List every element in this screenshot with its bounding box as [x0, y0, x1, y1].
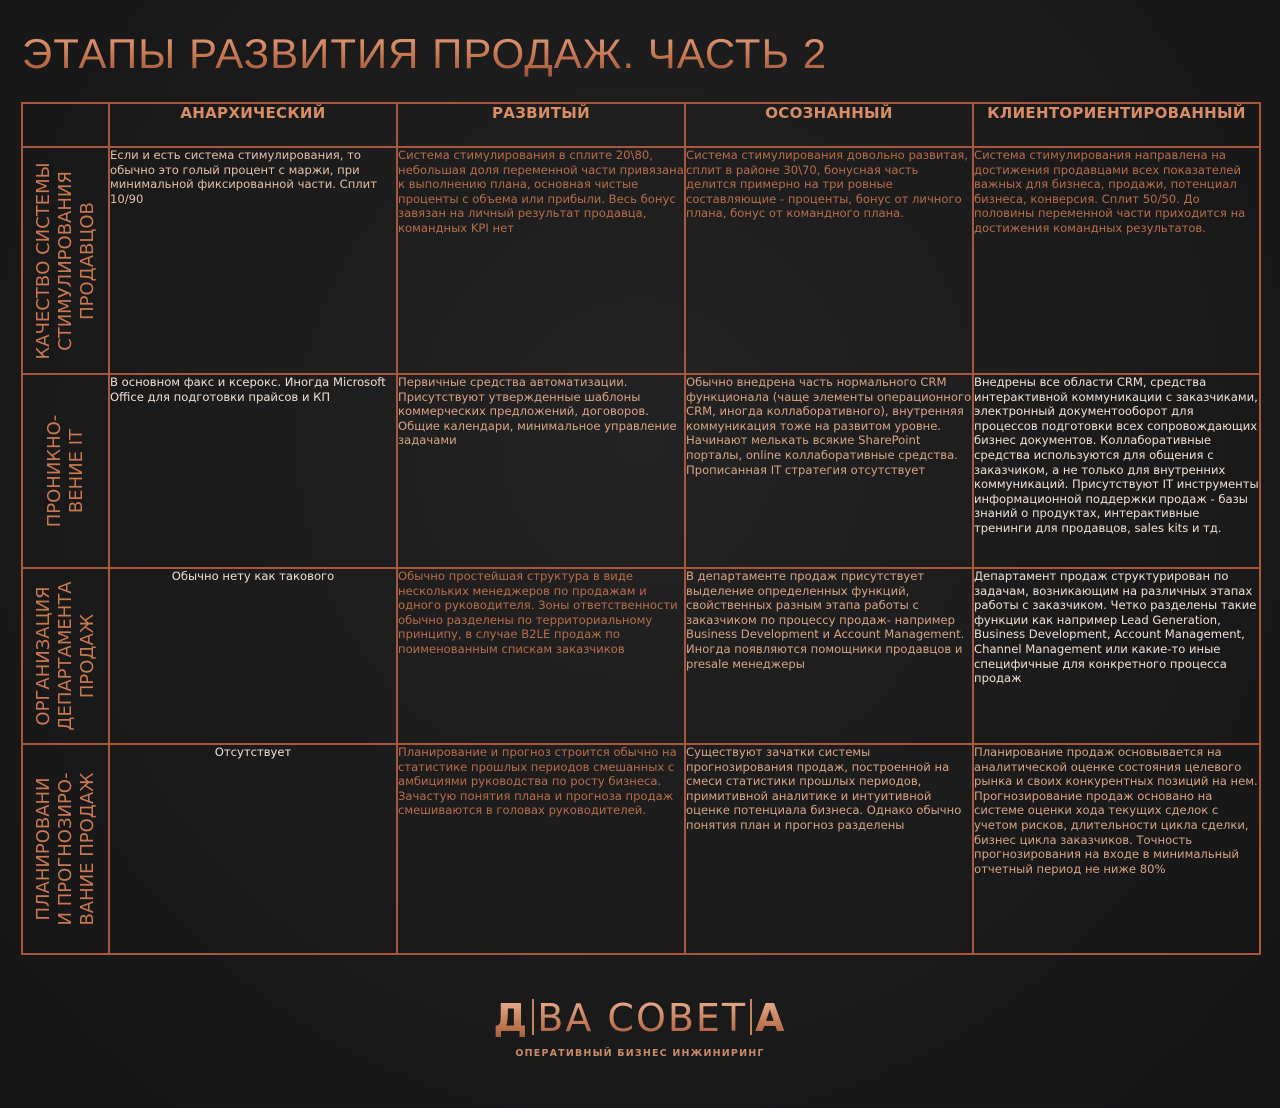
row-header-line: ПРОДАЖ [76, 613, 98, 699]
brand-logo [0, 996, 1280, 1059]
row-header-incentive [22, 147, 109, 374]
logo-part-left: Д [493, 996, 530, 1040]
row-header-it [22, 374, 109, 568]
corner-cell [22, 103, 109, 147]
table-row-organization [22, 568, 1260, 744]
table-cell: Первичные средства автоматизации. Присутствуют утвержденные шаблоны коммерческих предложений, договоров. Общие календари, минимальное управление задачами [397, 374, 685, 568]
logo-divider [750, 999, 752, 1035]
table-cell: Система стимулирования в сплите 20\80, небольшая доля переменной части привязана к выполнению плана, основная чистые проценты с объема или прибыли. Весь бонус завязан на личный результат продавца, командных KPI нет [397, 147, 685, 374]
column-header-client-oriented: КЛИЕНТОРИЕНТИРОВАННЫЙ [973, 103, 1260, 147]
table-cell: Если и есть система стимулирования, то обычно это голый процент с маржи, при минимальной фиксированной части. Сплит 10/90 [109, 147, 397, 374]
row-header-line: ПЛАНИРОВАНИ [32, 777, 54, 921]
table-cell: В департаменте продаж присутствует выделение определенных функций, свойственных разным этапа работы с заказчиком по процессу продаж- например Business Development и Account Management. Иногда появляются помощники продавцов и presale менеджеры [685, 568, 973, 744]
table-cell: Обычно нету как такового [109, 568, 397, 744]
header-row [22, 103, 1260, 147]
column-header-anarchic: АНАРХИЧЕСКИЙ [109, 103, 397, 147]
table-cell: Внедрены все области CRM, средства интерактивной коммуникации с заказчиками, электронный документооборот для процессов подготовки всех сопровождающих бизнес документов. Коллаборативные средства используются для общения с заказчиком, а не только для внутренних коммуникаций. Присутствуют IT инструменты информационной поддержки продаж - базы знаний о продуктах, интерактивные тренинги для продавцов, sales kits и тд. [973, 374, 1260, 568]
row-header-line: ВЕНИЕ IT [65, 428, 87, 514]
row-header-line: ПРОДАВЦОВ [76, 201, 98, 320]
table-cell: Отсутствует [109, 744, 397, 954]
row-header-line: ОРГАНИЗАЦИЯ [32, 586, 54, 726]
row-header-line: ВАНИЕ ПРОДАЖ [76, 772, 98, 926]
page-title: ЭТАПЫ РАЗВИТИЯ ПРОДАЖ. ЧАСТЬ 2 [22, 30, 828, 77]
table-row-it [22, 374, 1260, 568]
row-header-planning [22, 744, 109, 954]
logo-tagline: ОПЕРАТИВНЫЙ БИЗНЕС ИНЖИНИРИНГ [515, 1048, 765, 1059]
table-cell: Система стимулирования направлена на достижения продавцами всех показателей важных для бизнеса, продажи, потенциал бизнеса, конверсия. Сплит 50/50. До половины переменной части приходится на достижения командных результатов. [973, 147, 1260, 374]
table-cell: Существуют зачатки системы прогнозирования продаж, построенной на смеси статистики прошлых периодов, примитивной аналитике и интуитивной оценке потенциала бизнеса. Однако обычно понятия план и прогноз разделены [685, 744, 973, 954]
table-cell: Планирование продаж основывается на аналитической оценке состояния целевого рынка и своих конкурентных позиций на нем. Прогнозирование продаж основано на системе оценки хода текущих сделок с учетом рисков, длительности цикла сделки, бизнес цикла заказчиков. Точность прогнозирования на входе в минимальный отчетный период не ниже 80% [973, 744, 1260, 954]
row-header-organization [22, 568, 109, 744]
table-row-planning [22, 744, 1260, 954]
table-cell: Обычно простейшая структура в виде нескольких менеджеров по продажам и одного руководителя. Зоны ответственности обычно разделены по территориальному принципу, в случае B2LE продаж по поименованным спискам заказчиков [397, 568, 685, 744]
row-header-line: ДЕПАРТАМЕНТА [54, 581, 76, 731]
table-cell: Планирование и прогноз строится обычно на статистике прошлых периодов смешанных с амбициями руководства по росту бизнеса. Зачастую понятия плана и прогноза продаж смешиваются в головах руководителей. [397, 744, 685, 954]
row-header-line: СТИМУЛИРОВАНИЯ [54, 170, 76, 351]
column-header-conscious: ОСОЗНАННЫЙ [685, 103, 973, 147]
stages-table [21, 102, 1261, 955]
table-cell: Обычно внедрена часть нормального CRM функционала (чаще элементы операционного CRM, иногда коллаборативного), внутренняя коммуникация тоже на развитом уровне. Начинают мелькать всякие SharePoint порталы, online коллаборативные средства. Прописанная IT стратегия отсутствует [685, 374, 973, 568]
logo-part-right: А [755, 996, 787, 1040]
table-cell: Система стимулирования довольно развитая, сплит в районе 30\70, бонусная часть делится примерно на три ровные составляющие - проценты, бонус от личного плана, бонус от командного плана. [685, 147, 973, 374]
column-header-developed: РАЗВИТЫЙ [397, 103, 685, 147]
table-cell: Департамент продаж структурирован по задачам, возникающим на различных этапах работы с заказчиком. Четко разделены такие функции как например Lead Generation, Business Development, Account Management, Channel Management или какие-то иные специфичные для конкретного процесса продаж [973, 568, 1260, 744]
row-header-line: И ПРОГНОЗИРО- [54, 772, 76, 926]
row-header-line: КАЧЕСТВО СИСТЕМЫ [32, 162, 54, 359]
logo-part-middle: ВА СОВЕТ [537, 996, 748, 1040]
table-cell: В основном факс и ксерокс. Иногда Microsoft Office для подготовки прайсов и КП [109, 374, 397, 568]
logo-divider [532, 999, 534, 1035]
logo-wordmark [0, 996, 1280, 1040]
table-row-incentive [22, 147, 1260, 374]
row-header-line: ПРОНИКНО- [43, 414, 65, 528]
